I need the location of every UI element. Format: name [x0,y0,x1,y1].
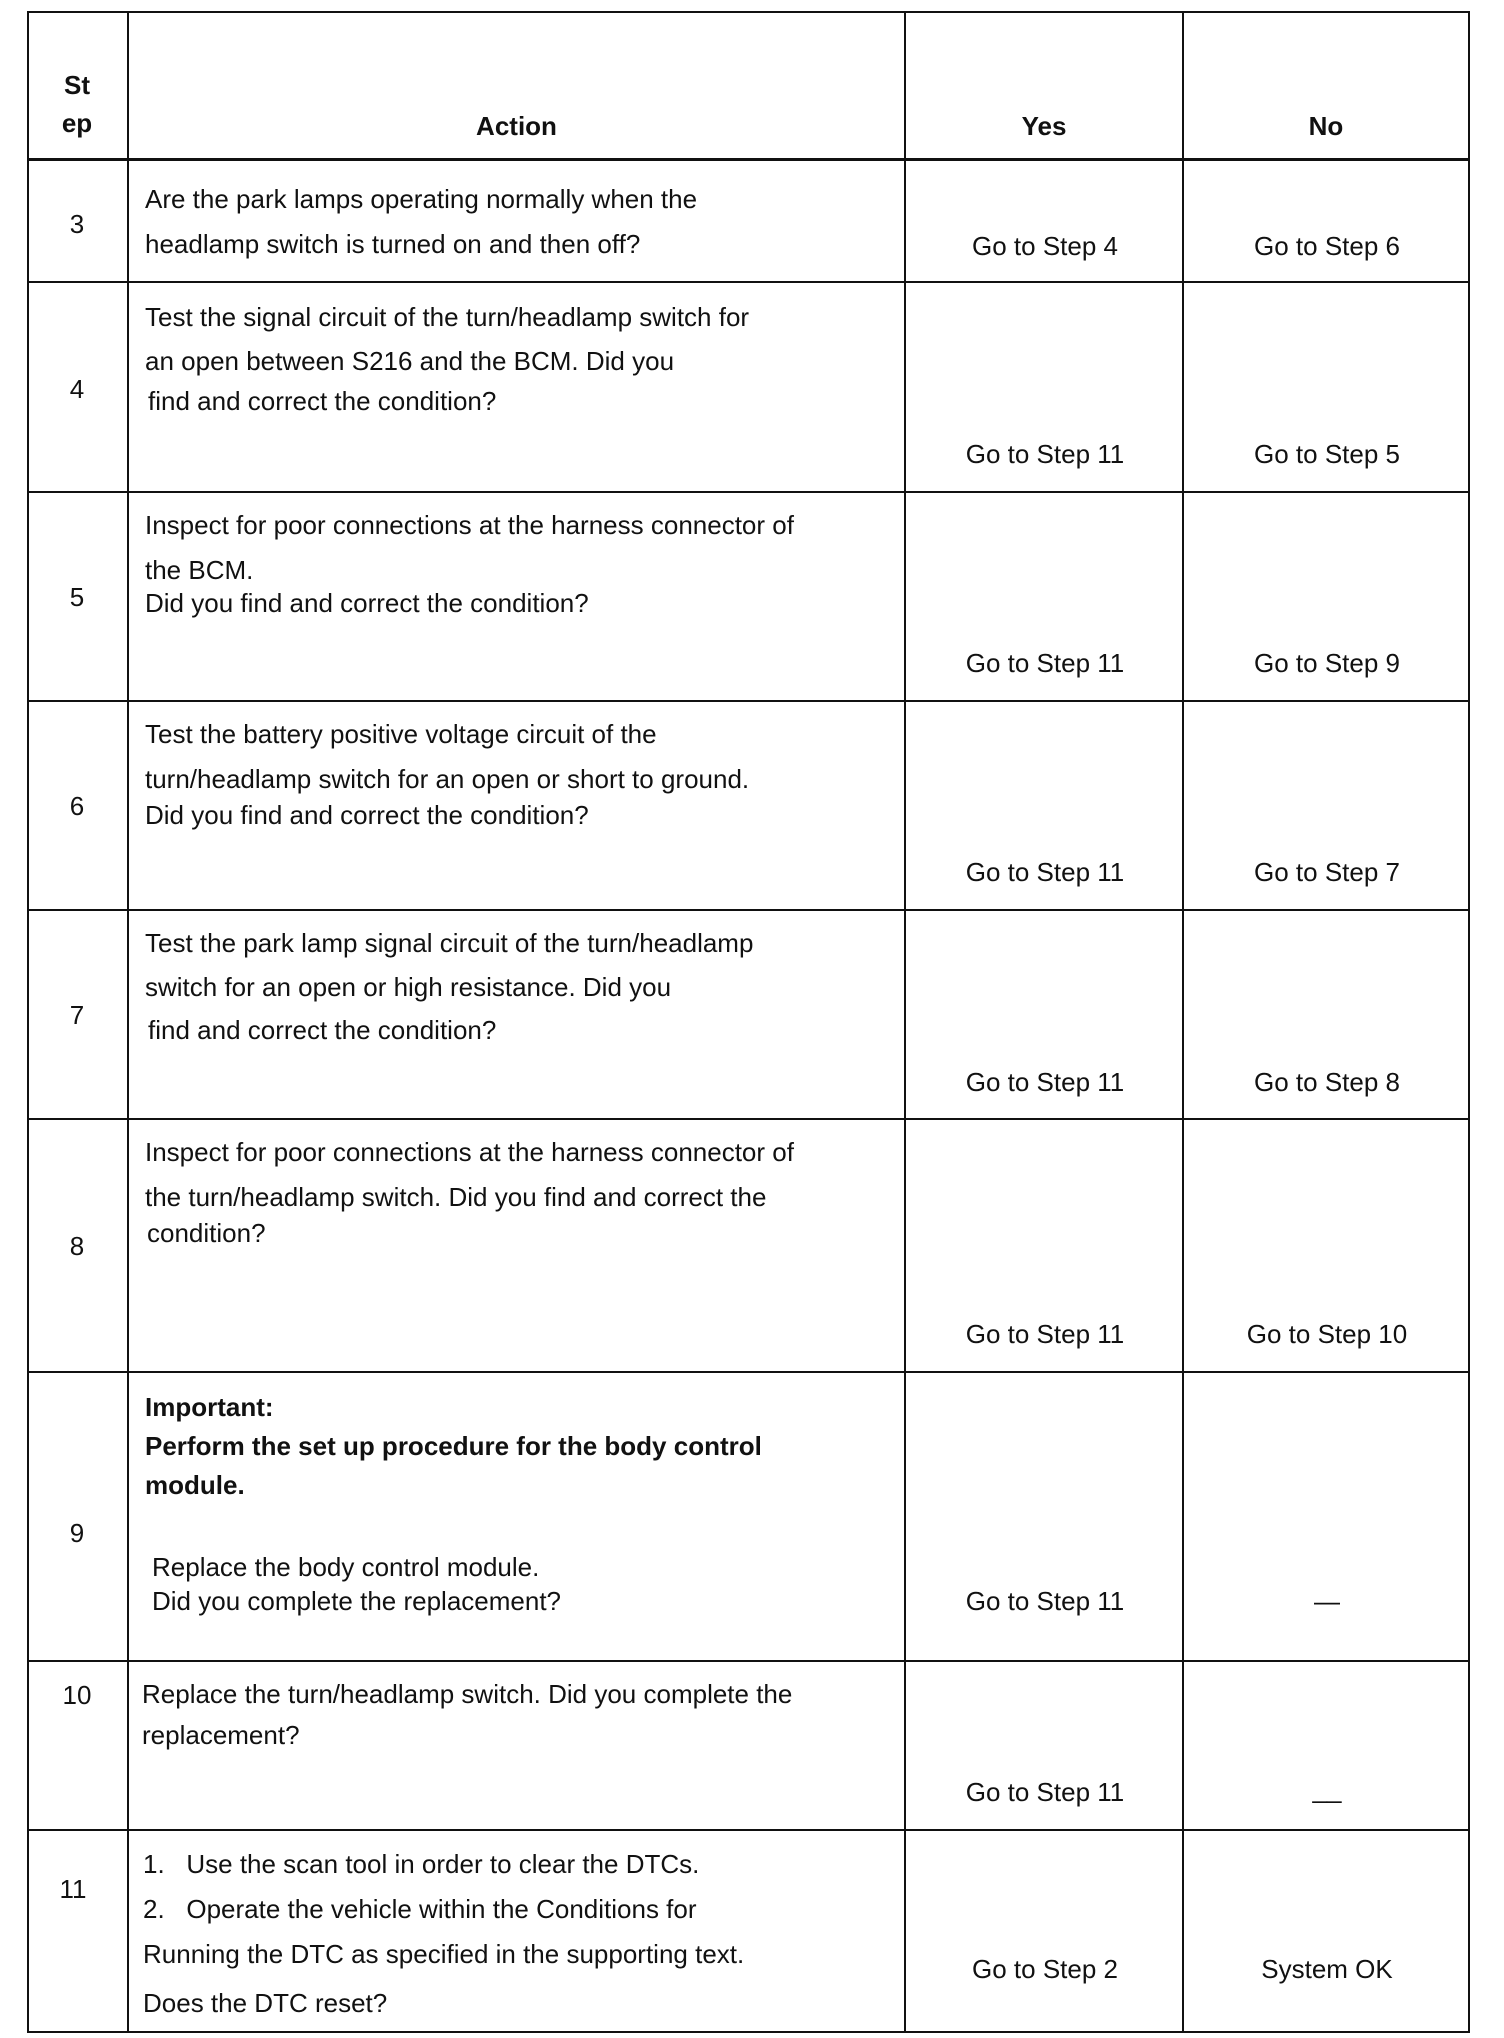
row-11-no: System OK [1261,1954,1393,1984]
row-9-important-label: Important: [145,1392,274,1422]
header-step-line1: St [64,70,90,100]
row-5-no: Go to Step 9 [1254,648,1400,678]
row-4-action-line1: Test the signal circuit of the turn/headlamp switch for [145,302,750,332]
rule-yes-no [1182,11,1184,2033]
row-10-step: 10 [62,1680,92,1710]
row-5-action-line1: Inspect for poor connections at the harness connector of [145,510,794,540]
rule-row-9 [27,1660,1470,1662]
row-6-action-line3: Did you find and correct the condition? [145,800,589,830]
row-7-action-line2: switch for an open or high resistance. Did you [145,972,672,1002]
row-3-step: 3 [69,209,85,239]
diagnostic-table [27,11,1470,2033]
rule-header [27,158,1470,161]
row-11-action-line3: Running the DTC as specified in the supporting text. [143,1939,745,1969]
rule-row-6 [27,909,1470,911]
rule-row-4 [27,491,1470,493]
row-6-step: 6 [69,791,85,821]
rule-action-yes [904,11,906,2033]
rule-row-7 [27,1118,1470,1120]
row-5-yes: Go to Step 11 [965,648,1125,678]
row-9-important-line2: module. [145,1470,245,1500]
row-10-no: __ [1312,1774,1342,1804]
rule-top [27,11,1470,13]
row-10-action-line2: replacement? [142,1720,300,1750]
row-4-yes: Go to Step 11 [965,439,1125,469]
row-6-action-line2: turn/headlamp switch for an open or short to ground. [145,764,750,794]
row-7-action-line3: find and correct the condition? [148,1015,497,1045]
row-8-action-line1: Inspect for poor connections at the harness connector of [145,1137,794,1167]
row-5-action-line2: the BCM. [145,555,254,585]
row-3-action-line2: headlamp switch is turned on and then off? [145,229,641,259]
row-9-yes: Go to Step 11 [965,1586,1125,1616]
header-action: Action [476,111,557,141]
rule-step-action [127,11,129,2033]
rule-right [1468,11,1470,2033]
header-yes: Yes [1021,111,1067,141]
row-9-step: 9 [69,1518,85,1548]
row-8-yes: Go to Step 11 [965,1319,1125,1349]
row-6-no: Go to Step 7 [1254,857,1400,887]
row-8-no: Go to Step 10 [1246,1319,1408,1349]
row-9-important-line1: Perform the set up procedure for the body control [145,1431,762,1461]
row-3-no: Go to Step 6 [1254,231,1400,261]
header-no: No [1308,111,1344,141]
header-step-line2: ep [61,108,93,138]
rule-row-3 [27,281,1470,283]
row-7-yes: Go to Step 11 [965,1067,1125,1097]
row-7-step: 7 [69,1000,85,1030]
row-11-action-line1: 1. Use the scan tool in order to clear the DTCs. [143,1849,700,1879]
row-11-action-line2: 2. Operate the vehicle within the Conditions for [143,1894,697,1924]
row-8-action-line3: condition? [147,1218,266,1248]
header-step [27,66,127,142]
row-6-yes: Go to Step 11 [965,857,1125,887]
row-10-yes: Go to Step 11 [965,1777,1125,1807]
row-4-step: 4 [69,374,85,404]
row-7-no: Go to Step 8 [1254,1067,1400,1097]
row-9-action-line1: Replace the body control module. [152,1552,540,1582]
rule-row-10 [27,1829,1470,1831]
rule-row-8 [27,1371,1470,1373]
row-11-yes: Go to Step 2 [972,1954,1118,1984]
row-4-no: Go to Step 5 [1254,439,1400,469]
row-4-action-line2: an open between S216 and the BCM. Did you [145,346,675,376]
row-9-action-line2: Did you complete the replacement? [152,1586,562,1616]
row-3-action-line1: Are the park lamps operating normally when the [145,184,698,214]
row-6-action-line1: Test the battery positive voltage circuit of the [145,719,657,749]
row-8-action-line2: the turn/headlamp switch. Did you find and correct the [145,1182,767,1212]
row-5-step: 5 [69,582,85,612]
rule-bottom [27,2031,1470,2033]
row-8-step: 8 [69,1231,85,1261]
row-5-action-line3: Did you find and correct the condition? [145,588,589,618]
rule-row-5 [27,700,1470,702]
row-11-action-line4: Does the DTC reset? [143,1988,388,2018]
row-10-action-line1: Replace the turn/headlamp switch. Did you complete the [142,1679,793,1709]
row-9-no: — [1314,1586,1340,1616]
row-3-yes: Go to Step 4 [972,231,1118,261]
row-4-action-line3: find and correct the condition? [148,386,497,416]
row-11-step: 11 [59,1874,87,1904]
row-7-action-line1: Test the park lamp signal circuit of the turn/headlamp [145,928,754,958]
